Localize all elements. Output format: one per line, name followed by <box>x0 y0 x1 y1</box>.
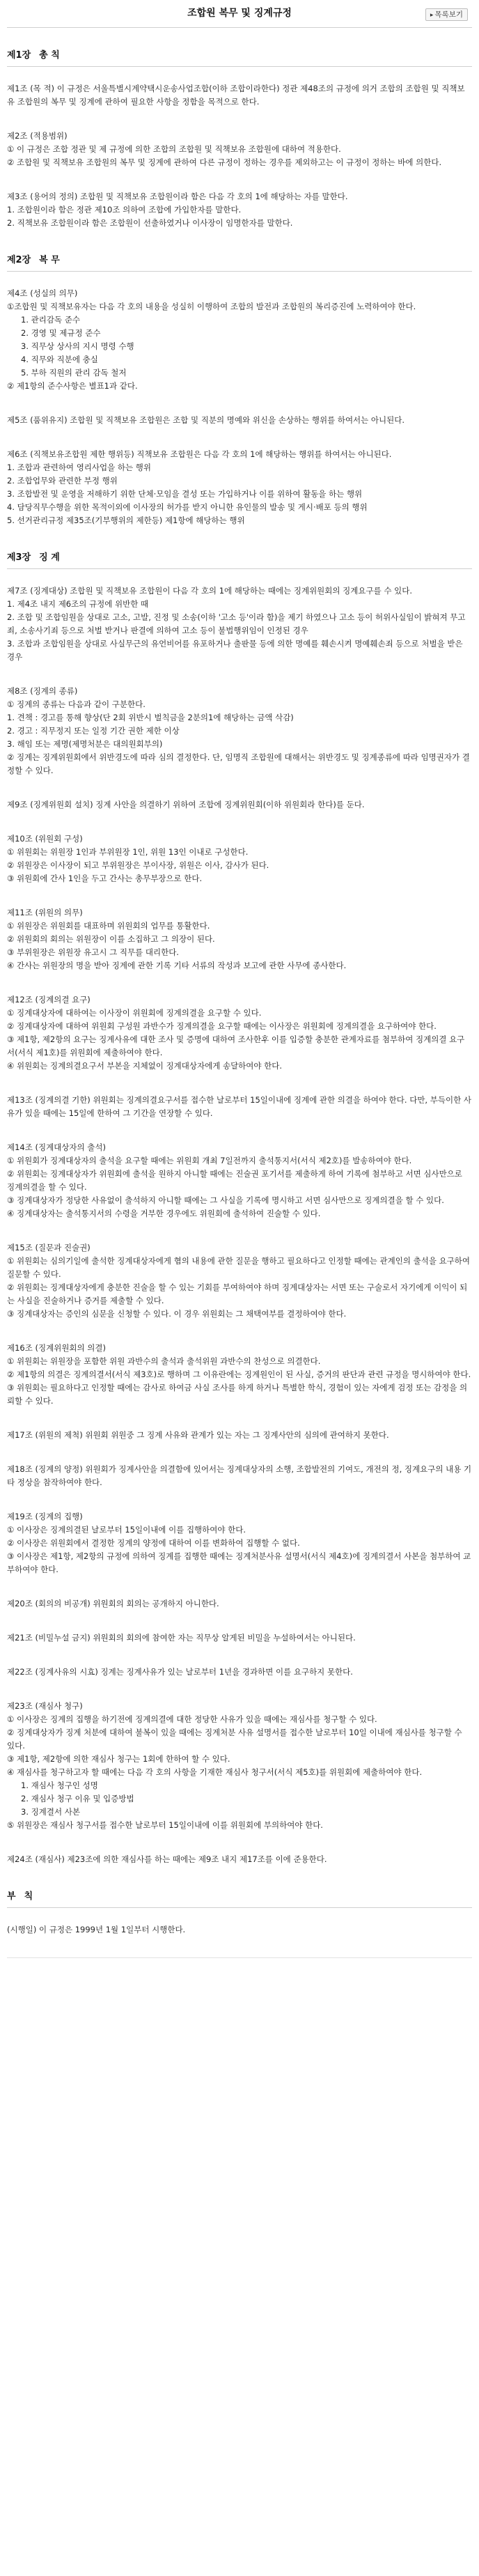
bullet-icon: ▸ <box>430 11 434 18</box>
regulation-content <box>7 49 472 1937</box>
article-line: ② 위원회는 징계대상자에게 충분한 진술을 할 수 있는 기회를 부여하여야 하며 징계대상자는 서면 또는 구술로서 자기에게 이익이 되는 사실을 진술하거나 증거를 제출할 수 있다. <box>7 1282 468 1305</box>
article-line: 3. 조합발전 및 운영을 저해하기 위한 단체·모임을 결성 또는 가입하거나 이를 위하여 활동을 하는 행위 <box>7 489 363 499</box>
chapter-title: 징 계 <box>39 552 60 563</box>
article-heading: 제24조 (재심사) 제23조에 의한 재심사를 하는 때에는 제9조 내지 제17조를 이에 준용한다. <box>7 1854 327 1864</box>
article-line: ④ 징계대상자는 출석통지서의 수령을 거부한 경우에도 위원회에 출석하여 진술할 수 있다. <box>7 1209 321 1218</box>
article-line: ①조합원 및 직책보유자는 다음 각 호의 내용을 성실히 이행하여 조합의 발전과 조합원의 복리증진에 노력하여야 한다. <box>7 302 416 311</box>
article <box>7 1631 472 1645</box>
article-line: ② 징계는 징계위원회에서 위반경도에 따라 심의 결정한다. 단, 임명직 조합원에 대해서는 위반경도 및 징계종류에 따라 임명권자가 결정할 수 있다. <box>7 752 470 775</box>
article <box>7 1853 472 1866</box>
article-line: ③ 제1항, 제2항에 의한 재심사 청구는 1회에 한하여 할 수 있다. <box>7 1754 230 1764</box>
article-line: ② 조합원 및 직책보유 조합원의 복무 및 징계에 관하여 다른 규정이 정하는 경우를 제외하고는 이 규정이 정하는 바에 의한다. <box>7 157 442 167</box>
article <box>7 685 472 777</box>
article-heading: 제22조 (징계사유의 시효) 징계는 징계사유가 있는 날로부터 1년을 경과하면 이를 요구하지 못한다. <box>7 1667 353 1677</box>
bottom-divider <box>7 1957 472 1958</box>
chapter-body <box>7 569 472 1866</box>
article <box>7 1141 472 1220</box>
article <box>7 993 472 1073</box>
article-line: 1. 제4조 내지 제6조의 규정에 위반한 때 <box>7 599 149 609</box>
article-line: 3. 해임 또는 제명(제명처분은 대의원회부의) <box>7 739 163 749</box>
back-to-list-button[interactable] <box>425 8 468 21</box>
top-bar <box>7 0 472 28</box>
article-heading: 제16조 (징계위원회의 의결) <box>7 1343 107 1353</box>
article-line: ④ 간사는 위원장의 명을 받아 징계에 관한 기록 기타 서류의 작성과 보고에 관한 사무에 종사한다. <box>7 961 347 970</box>
article <box>7 1597 472 1611</box>
article-line: ③ 징계대상자는 증인의 심문을 신청할 수 있다. 이 경우 위원회는 그 채택여부를 결정하여야 한다. <box>7 1309 347 1319</box>
article-line: 3. 직무상 상사의 지시 명령 수행 <box>21 341 134 351</box>
article-heading: 제18조 (징계의 양정) 위원회가 징계사안을 의결함에 있어서는 징계대상자의 소행, 조합발전의 기여도, 개전의 정, 징계요구의 내용 기타 정상을 참작하여야 한다. <box>7 1464 472 1487</box>
article-line: ② 위원회의 회의는 위원장이 이를 소집하고 그 의장이 된다. <box>7 934 215 944</box>
article-line: ③ 제1항, 제2항의 요구는 징계사유에 대한 조사 및 증명에 대하여 조사한후 이를 입증할 충분한 관계자료를 첨부하여 징계의결 요구서(서식 제1호)를 위원회에 제출하여야 한다. <box>7 1034 465 1057</box>
article-line: ③ 위원회에 간사 1인을 두고 간사는 총무부장으로 한다. <box>7 874 203 883</box>
article <box>7 1342 472 1408</box>
article-line: 1. 견책 : 경고를 통해 향상(단 2회 위반시 벌칙금을 2분의1에 해당하는 금액 삭감) <box>7 713 294 722</box>
article-line: 5. 부하 직원의 관리 감독 철저 <box>21 368 127 378</box>
article-line: ① 징계대상자에 대하여는 이사장이 위원회에 징계의결을 요구할 수 있다. <box>7 1008 262 1018</box>
article <box>7 1666 472 1679</box>
chapter-heading <box>7 551 472 569</box>
chapter-section <box>7 1890 472 1937</box>
article-line: 2. 경고 : 직무정지 또는 일정 기간 권한 제한 이상 <box>7 726 180 736</box>
article-line: 2. 조합업무와 관련한 부정 행위 <box>7 476 118 486</box>
article-line: 2. 직책보유 조합원이라 함은 조합원이 선출하였거나 이사장이 임명한자를 말한다. <box>7 218 293 228</box>
chapter-section <box>7 49 472 230</box>
article-line: ② 제1항의 준수사항은 별표1과 같다. <box>7 381 138 391</box>
chapter-section <box>7 254 472 527</box>
article-line: 1. 재심사 청구인 성명 <box>21 1780 98 1790</box>
article-line: ① 위원회는 심의기일에 출석한 징계대상자에게 혐의 내용에 관한 질문을 행하고 필요하다고 인정할 때에는 관계인의 출석을 요구하여 질문할 수 있다. <box>7 1256 471 1279</box>
article <box>7 1510 472 1576</box>
article <box>7 584 472 664</box>
article <box>7 798 472 812</box>
chapter-number: 제1장 <box>7 50 31 61</box>
article <box>7 1463 472 1489</box>
chapter-body <box>7 67 472 230</box>
article-line: ② 이사장은 위원회에서 결정한 징계의 양정에 대하여 이를 변화하여 집행할 수 없다. <box>7 1538 300 1548</box>
article-line: ③ 부위원장은 위원장 유고시 그 직무를 대리한다. <box>7 947 179 957</box>
article-heading: 제13조 (징계의결 기한) 위원회는 징계의결요구서를 접수한 날로부터 15일이내에 징계에 관한 의결을 하여야 한다. 다만, 부득이한 사유가 있을 때에는 15일에 한하여 그 기간을 연장할 수 있다. <box>7 1095 471 1118</box>
article-line: 1. 조합원이라 함은 정관 제10조 의하여 조합에 가입한자를 말한다. <box>7 205 242 215</box>
article-line: ③ 위원회는 필요하다고 인정할 때에는 감사로 하여금 사실 조사를 하게 하거나 특별한 학식, 경험이 있는 자에게 검정 또는 감정을 의뢰할 수 있다. <box>7 1383 468 1406</box>
article-line: ③ 이사장은 제1항, 제2항의 규정에 의하여 징계를 집행한 때에는 징계처분사유 설명서(서식 제4호)에 징계의결서 사본을 첨부하여 교부하여야 한다. <box>7 1551 471 1574</box>
article-line: ① 이사장은 징계의 집행을 하기전에 징계의결에 대한 정당한 사유가 있을 때에는 재심사를 청구할 수 있다. <box>7 1714 377 1724</box>
article <box>7 414 472 427</box>
article-line: ① 위원회는 위원장을 포함한 위원 과반수의 출석과 출석위원 과반수의 찬성으로 의결한다. <box>7 1356 321 1366</box>
article <box>7 1094 472 1120</box>
chapter-number: 제2장 <box>7 255 31 265</box>
article-line: 4. 직무와 직분에 충실 <box>21 355 98 364</box>
article <box>7 82 472 109</box>
article-heading: 제15조 (질문과 진술권) <box>7 1243 91 1252</box>
article-line: ② 위원장은 이사장이 되고 부위원장은 부이사장, 위원은 이사, 감사가 된다. <box>7 860 269 870</box>
article-line: 5. 선거관리규정 제35조(기부행위의 제한등) 제1항에 해당하는 행위 <box>7 515 245 525</box>
article-heading: 제14조 (징계대상자의 출석) <box>7 1142 107 1152</box>
page-title: 조합원 복무 및 징계규정 <box>187 8 292 19</box>
article-heading: 제6조 (직책보유조합원 제한 행위등) 직책보유 조합원은 다음 각 호의 1에 해당하는 행위를 하여서는 아니된다. <box>7 449 392 459</box>
article-line: 1. 조합과 관련하여 영리사업을 하는 행위 <box>7 463 151 472</box>
article-heading: 제23조 (재심사 청구) <box>7 1701 83 1711</box>
article-line: ② 위원회는 징계대상자가 위원회에 출석을 원하지 아니할 때에는 진술권 포기서를 제출하게 하여 기록에 첨부하고 서면 심사만으로 징계의결을 할 수 있다. <box>7 1169 462 1192</box>
article <box>7 1923 472 1937</box>
article-heading: 제1조 (목 적) 이 규정은 서울특별시계약택시운송사업조합(이하 조합이라한다) 정관 제48조의 규정에 의거 조합의 조합원 및 직책보유 조합원의 복무 및 징계에 관하여 필요한 사항을 정함을 목적으로 한다. <box>7 84 465 107</box>
article-line: ① 이사장은 징계의결된 날로부터 15일이내에 이를 집행하여야 한다. <box>7 1525 246 1535</box>
article <box>7 448 472 527</box>
chapter-title: 총 칙 <box>39 50 60 61</box>
article-line: ④ 재심사를 청구하고자 할 때에는 다음 각 호의 사항을 기재한 재심사 청구서(서식 제5호)를 위원회에 제출하여야 한다. <box>7 1767 423 1777</box>
article-line: 4. 담당직무수행을 위한 목적이외에 이사장의 허가를 받지 아니한 유인물의 발송 및 게시·배포 등의 행위 <box>7 502 368 512</box>
article-heading: (시행일) 이 규정은 1999년 1월 1일부터 시행한다. <box>7 1925 186 1934</box>
chapter-body <box>7 1908 472 1937</box>
article-line: ② 징계대상자가 징계 처분에 대하여 불복이 있을 때에는 징계처분 사유 설명서를 접수한 날로부터 10일 이내에 재심사를 청구할 수 있다. <box>7 1728 462 1751</box>
article-heading: 제12조 (징계의결 요구) <box>7 995 91 1004</box>
article-line: ② 제1항의 의결은 징계의결서(서식 제3호)로 행하며 그 이유란에는 징계원인이 된 사실, 증거의 판단과 관련 규정을 명시하여야 한다. <box>7 1370 471 1379</box>
article-heading: 제7조 (징계대상) 조합원 및 직책보유 조합원이 다음 각 호의 1에 해당하는 때에는 징계위원회의 징계요구를 수 있다. <box>7 586 412 596</box>
article <box>7 1700 472 1832</box>
article-line: 3. 조합과 조합임원을 상대로 사실무근의 유언비어를 유포하거나 출판물 등에 의한 명예를 훼손시켜 명예훼손죄 등으로 처벌을 받은 경우 <box>7 639 463 662</box>
article <box>7 287 472 393</box>
chapter-title: 칙 <box>24 1891 33 1902</box>
article-heading: 제4조 (성실의 의무) <box>7 288 78 298</box>
article-heading: 제20조 (회의의 비공개) 위원회의 회의는 공개하지 아니한다. <box>7 1599 219 1608</box>
article-heading: 제8조 (징계의 종류) <box>7 686 78 696</box>
article-line: 2. 재심사 청구 이유 및 입증방법 <box>21 1794 134 1803</box>
article-line: 3. 징계결서 사본 <box>21 1807 80 1817</box>
article-heading: 제3조 (용어의 정의) 조합원 및 직책보유 조합원이라 함은 다음 각 호의 1에 해당하는 자를 말한다. <box>7 192 348 201</box>
article-heading: 제17조 (위원의 제척) 위원회 위원중 그 징계 사유와 관계가 있는 자는 그 징계사안의 심의에 관여하지 못한다. <box>7 1430 389 1440</box>
article-line: ① 위원회가 징계대상자의 출석을 요구할 때에는 위원회 개최 7일전까지 출석통지서(서식 제2호)를 발송하여야 한다. <box>7 1156 412 1165</box>
article-heading: 제11조 (위원의 의무) <box>7 908 83 917</box>
chapter-heading <box>7 254 472 272</box>
article-heading: 제2조 (적용범위) <box>7 131 68 141</box>
back-to-list-label: 목록보기 <box>434 10 463 19</box>
article-line: ① 이 규정은 조합 정관 및 제 규정에 의한 조합의 조합원 및 직책보유 조합원에 대하여 적용한다. <box>7 144 341 154</box>
article <box>7 1241 472 1321</box>
article-heading: 제9조 (징계위원회 설치) 징계 사안을 의결하기 위하여 조합에 징계위원회(이하 위원회라 한다)를 둔다. <box>7 800 365 809</box>
article-heading: 제21조 (비밀누설 금지) 위원회의 회의에 참여한 자는 직무상 알게된 비밀을 누설하여서는 아니된다. <box>7 1633 356 1643</box>
article-line: ③ 징계대상자가 정당한 사유없이 출석하지 아니할 때에는 그 사실을 기록에 명시하고 서면 심사만으로 징계의결을 할 수 있다. <box>7 1195 444 1205</box>
article <box>7 190 472 230</box>
article <box>7 832 472 885</box>
chapter-heading <box>7 1890 472 1908</box>
article-line: ⑤ 위원장은 재심사 청구서를 접수한 날로부터 15일이내에 이를 위원회에 부의하여야 한다. <box>7 1820 323 1830</box>
chapter-title: 복 무 <box>39 255 60 265</box>
article-line: 2. 경영 및 제규정 준수 <box>21 328 101 338</box>
chapter-number: 부 <box>7 1891 16 1902</box>
article-heading: 제10조 (위원회 구성) <box>7 834 83 844</box>
article <box>7 1429 472 1442</box>
chapter-section <box>7 551 472 1866</box>
article <box>7 130 472 169</box>
article-heading: 제19조 (징계의 집행) <box>7 1512 83 1521</box>
article-line: ① 징계의 종류는 다음과 같이 구분한다. <box>7 699 146 709</box>
chapter-number: 제3장 <box>7 552 31 563</box>
article-line: ② 징계대상자에 대하여 위원회 구성원 과반수가 징계의결을 요구할 때에는 이사장은 위원회에 징계의결을 요구하여야 한다. <box>7 1021 437 1031</box>
article-line: ④ 위원회는 징계의결요구서 부본을 지체없이 징계대상자에게 송달하여야 한다. <box>7 1061 283 1071</box>
article-line: ① 위원장은 위원회를 대표하며 위원회의 업무를 통활한다. <box>7 921 210 931</box>
article <box>7 906 472 972</box>
chapter-heading <box>7 49 472 67</box>
article-line: 1. 관리감독 준수 <box>21 315 80 325</box>
article-heading: 제5조 (품위유지) 조합원 및 직책보유 조합원은 조합 및 직분의 명예와 위신을 손상하는 행위를 하여서는 아니된다. <box>7 415 405 425</box>
article-line: 2. 조합 및 조합임원을 상대로 고소, 고발, 진정 및 소송(이하 '고소 등'이라 함)을 제기 하였으나 고소 등이 허위사실임이 밝혀져 무고죄, 소송사기죄 등으로 처벌 받거나 판결에 의하여 고소 등이 불법행위임이 인정된 경우 <box>7 612 466 635</box>
article-line: ① 위원회는 위원장 1인과 부위원장 1인, 위원 13인 이내로 구성한다. <box>7 847 249 857</box>
chapter-body <box>7 272 472 527</box>
